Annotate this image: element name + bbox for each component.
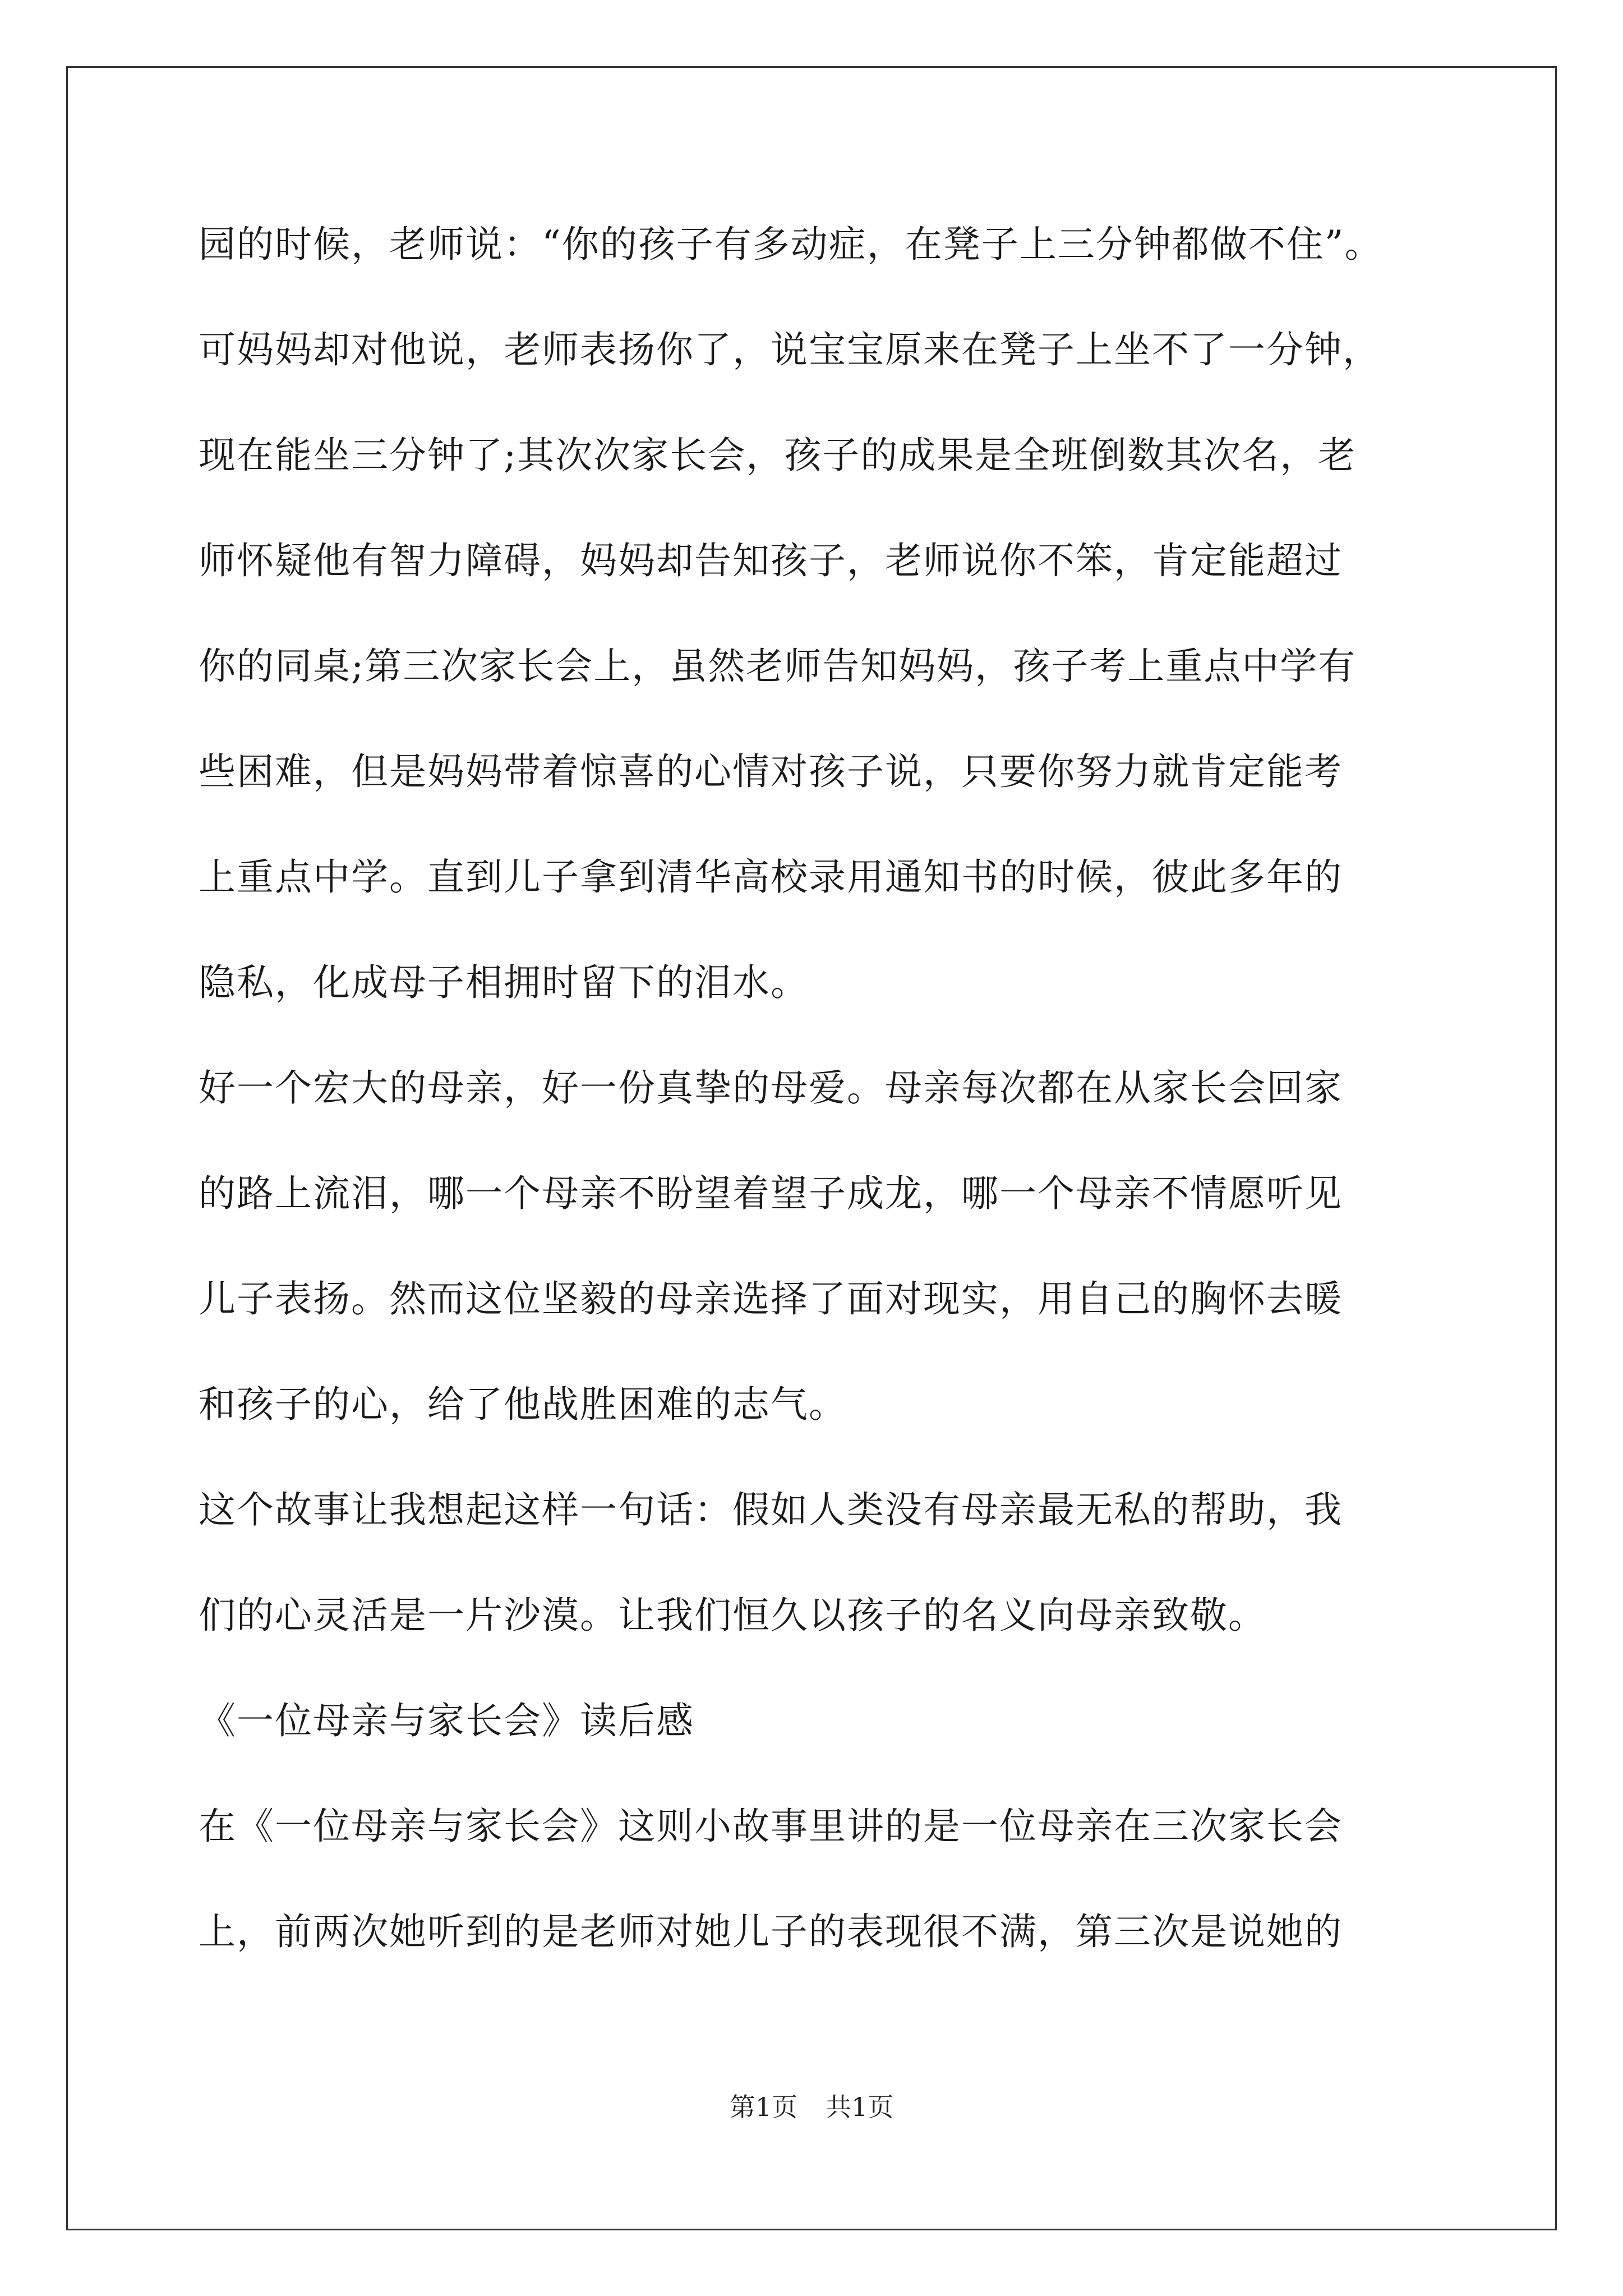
text-line: 和孩子的心，给了他战胜困难的志气。 — [199, 1383, 847, 1426]
text-line: 儿子表扬。然而这位坚毅的母亲选择了面对现实，用自己的胸怀去暖 — [199, 1277, 1343, 1320]
text-line: 你的同桌;第三次家长会上，虽然老师告知妈妈，孩子考上重点中学有 — [199, 645, 1357, 688]
page-total: 共1页 — [826, 2092, 894, 2122]
text-line: 的路上流泪，哪一个母亲不盼望着望子成龙，哪一个母亲不情愿听见 — [199, 1172, 1343, 1215]
section-heading: 《一位母亲与家长会》读后感 — [199, 1699, 694, 1742]
text-line: 园的时候，老师说：“你的孩子有多动症，在凳子上三分钟都做不住”。 — [199, 223, 1383, 266]
text-line: 些困难，但是妈妈带着惊喜的心情对孩子说，只要你努力就肯定能考 — [199, 750, 1343, 793]
text-line: 好一个宏大的母亲，好一份真挚的母爱。母亲每次都在从家长会回家 — [199, 1066, 1343, 1110]
text-line: 现在能坐三分钟了;其次次家长会，孩子的成果是全班倒数其次名，老 — [199, 434, 1357, 477]
page-footer — [0, 2090, 1623, 2124]
page-number: 第1页 — [729, 2092, 797, 2122]
text-line: 隐私，化成母子相拥时留下的泪水。 — [199, 961, 809, 1004]
text-line: 可妈妈却对他说，老师表扬你了，说宝宝原来在凳子上坐不了一分钟， — [199, 328, 1381, 371]
text-line: 在《一位母亲与家长会》这则小故事里讲的是一位母亲在三次家长会 — [199, 1805, 1343, 1848]
text-line: 师怀疑他有智力障碍，妈妈却告知孩子，老师说你不笨，肯定能超过 — [199, 539, 1343, 582]
text-line: 上重点中学。直到儿子拿到清华高校录用通知书的时候，彼此多年的 — [199, 855, 1343, 899]
text-line: 上，前两次她听到的是老师对她儿子的表现很不满，第三次是说她的 — [199, 1910, 1343, 1953]
text-line: 们的心灵活是一片沙漠。让我们恒久以孩子的名义向母亲致敬。 — [199, 1594, 1266, 1637]
document-body — [199, 211, 1444, 2004]
text-line: 这个故事让我想起这样一句话：假如人类没有母亲最无私的帮助，我 — [199, 1488, 1343, 1531]
